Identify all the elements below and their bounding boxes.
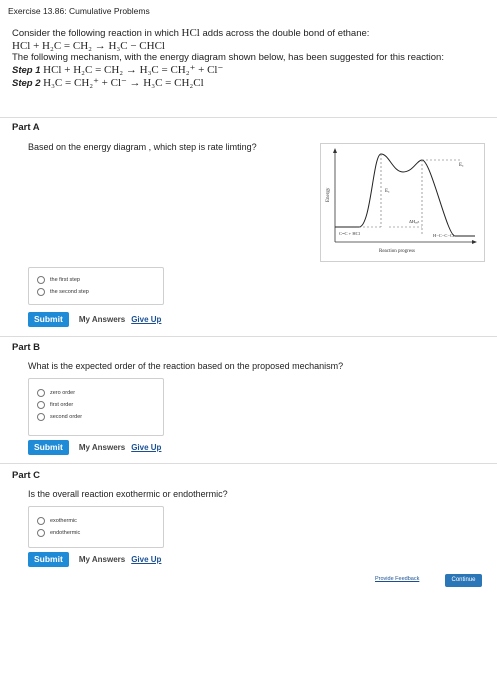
step-2 xyxy=(12,77,490,90)
y-axis-label: Energy xyxy=(326,187,331,202)
radio-icon[interactable] xyxy=(37,288,45,296)
part-b-option-3[interactable] xyxy=(37,411,163,423)
step-1 xyxy=(12,64,490,77)
reactants-label: C=C + HCl xyxy=(339,231,360,236)
part-c-question: Is the overall reaction exothermic or endothermic? xyxy=(28,489,228,499)
part-b-question: What is the expected order of the reaction based on the proposed mechanism? xyxy=(28,361,344,371)
part-c-submit-button[interactable]: Submit xyxy=(28,552,69,567)
part-a-option-2[interactable] xyxy=(37,286,163,298)
continue-button[interactable]: Continue xyxy=(445,574,482,587)
part-b-actions xyxy=(28,439,161,455)
part-c-heading: Part C xyxy=(12,470,40,481)
step-2-label: Step 2 xyxy=(12,78,41,89)
energy-diagram-svg xyxy=(321,144,484,261)
part-b-submit-button[interactable]: Submit xyxy=(28,440,69,455)
step-1-label: Step 1 xyxy=(12,65,41,76)
part-a-heading: Part A xyxy=(12,122,40,133)
option-label: zero order xyxy=(50,390,76,396)
option-label: first order xyxy=(50,402,74,408)
part-c-give-up-link[interactable]: Give Up xyxy=(131,554,162,564)
energy-diagram xyxy=(320,143,485,262)
overall-reaction: HCl + H₂C = CH₂ → H₃C − CHCl xyxy=(12,40,165,52)
intro-line-1 xyxy=(12,27,490,40)
option-label: the second step xyxy=(50,289,89,295)
ea2-label: Eₐ xyxy=(459,163,464,168)
part-b-my-answers-link[interactable]: My Answers xyxy=(78,442,126,452)
option-label: second order xyxy=(50,414,83,420)
exercise-title: Exercise 13.86: Cumulative Problems xyxy=(8,6,150,16)
mechanism-intro: The following mechanism, with the energy diagram shown below, has been suggested for this reaction: xyxy=(12,52,444,63)
part-a-actions xyxy=(28,311,161,327)
part-a-give-up-link[interactable]: Give Up xyxy=(131,314,162,324)
dh-label: ΔHᵣₓₙ xyxy=(409,219,420,224)
intro-text: Consider the following reaction in which xyxy=(12,28,179,39)
option-label: the first step xyxy=(50,277,80,283)
part-b-option-1[interactable] xyxy=(37,387,163,399)
part-c-option-2[interactable] xyxy=(37,527,163,539)
divider xyxy=(0,463,497,464)
option-label: endothermic xyxy=(50,530,81,536)
part-c-my-answers-link[interactable]: My Answers xyxy=(78,554,126,564)
option-label: exothermic xyxy=(50,518,77,524)
radio-icon[interactable] xyxy=(37,529,45,537)
part-b-options xyxy=(28,378,164,436)
radio-icon[interactable] xyxy=(37,517,45,525)
provide-feedback-link[interactable]: Provide Feedback xyxy=(375,576,420,582)
divider xyxy=(0,336,497,337)
intro-text-suffix: adds across the double bond of ethane: xyxy=(202,28,370,39)
part-b-give-up-link[interactable]: Give Up xyxy=(131,442,162,452)
hcl-formula: HCl xyxy=(181,27,200,39)
product-label: H−C−C−Cl xyxy=(433,233,455,238)
divider xyxy=(0,117,497,118)
x-axis-label: Reaction progress xyxy=(379,249,415,254)
part-c-options xyxy=(28,506,164,548)
radio-icon[interactable] xyxy=(37,413,45,421)
part-a-question: Based on the energy diagram , which step is rate limting? xyxy=(28,142,257,152)
radio-icon[interactable] xyxy=(37,276,45,284)
part-c-actions xyxy=(28,551,161,567)
radio-icon[interactable] xyxy=(37,389,45,397)
part-a-my-answers-link[interactable]: My Answers xyxy=(78,314,126,324)
ea1-label: Eₐ xyxy=(385,189,390,194)
problem-intro xyxy=(12,27,490,90)
step-1-equation: HCl + H₂C = CH₂ → H₃C = CH₂⁺ + Cl⁻ xyxy=(43,64,224,76)
part-a-submit-button[interactable]: Submit xyxy=(28,312,69,327)
step-2-equation: H₃C = CH₂⁺ + Cl⁻ → H₃C = CH₂Cl xyxy=(43,77,204,89)
part-b-option-2[interactable] xyxy=(37,399,163,411)
part-b-heading: Part B xyxy=(12,342,40,353)
part-a-options xyxy=(28,267,164,305)
part-c-option-1[interactable] xyxy=(37,515,163,527)
part-a-option-1[interactable] xyxy=(37,274,163,286)
radio-icon[interactable] xyxy=(37,401,45,409)
